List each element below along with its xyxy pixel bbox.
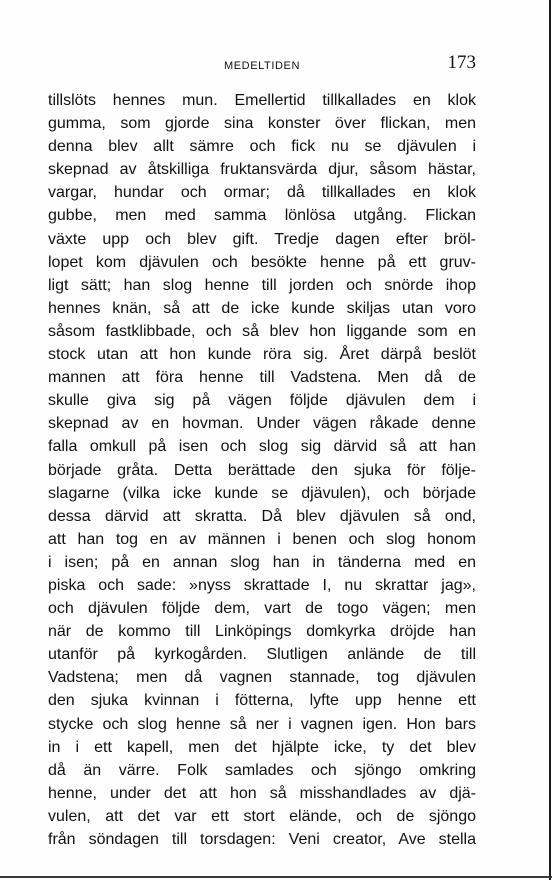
page-number: 173 — [447, 52, 476, 73]
text-line: lopet kom djävulen och besökte henne på ett gruv- — [48, 253, 476, 271]
body-text — [48, 89, 476, 851]
text-line: växte upp och blev gift. Tredje dagen efter bröl- — [48, 230, 476, 248]
page-header — [48, 52, 476, 76]
text-line: när de kommo till Linköpings domkyrka dröjde han — [48, 623, 476, 641]
text-line: falla omkull på isen och slog sig därvid så att han — [48, 438, 476, 456]
text-line: stycke och slog henne så ner i vagnen igen. Hon bars — [48, 715, 476, 733]
text-line: från söndagen till torsdagen: Veni creator, Ave stella — [48, 831, 476, 848]
text-line: utanför på kyrkogården. Slutligen anlände de till — [48, 646, 476, 664]
text-line: dessa därvid att skratta. Då blev djävulen så ond, — [48, 507, 476, 525]
text-line: att han tog en av männen i benen och slog honom — [48, 530, 476, 548]
text-line: i isen; på en annan slog han in tänderna med en — [48, 553, 476, 571]
text-line: Vadstena; men då vagnen stannade, tog djävulen — [48, 669, 476, 687]
text-line: gumma, som gjorde sina konster över flickan, men — [48, 115, 476, 133]
running-head: MEDELTIDEN — [223, 60, 301, 72]
text-line: den sjuka kvinnan i fötterna, lyfte upp henne ett — [48, 692, 476, 710]
text-line: slagarne (vilka icke kunde se djävulen), och började — [48, 484, 476, 502]
page-edge-bottom — [0, 876, 552, 878]
text-line: hennes knän, så att de icke kunde skiljas utan voro — [48, 299, 476, 317]
text-line: då än värre. Folk samlades och sjöngo omkring — [48, 761, 476, 779]
text-line: in i ett kapell, men det hjälpte icke, ty det blev — [48, 738, 476, 756]
text-line: började gråta. Detta berättade den sjuka för följe- — [48, 461, 476, 479]
text-line: såsom fastklibbade, och så blev hon liggande som en — [48, 322, 476, 340]
text-line: skepnad av en hovman. Under vägen råkade denne — [48, 415, 476, 433]
text-line: mannen att föra henne till Vadstena. Men då de — [48, 369, 476, 387]
text-line: henne, under det att hon så misshandlades av djä- — [48, 784, 476, 802]
text-line: skulle giva sig på vägen följde djävulen dem i — [48, 392, 476, 410]
text-line: tillslöts hennes mun. Emellertid tillkallades en klok — [48, 92, 476, 109]
text-line: vargar, hundar och ormar; då tillkallades en klok — [48, 184, 476, 202]
text-line: skepnad av åtskilliga fruktansvärda djur, såsom hästar, — [48, 161, 476, 179]
text-line: stock utan att hon kunde röra sig. Året därpå beslöt — [48, 346, 476, 364]
page-edge-right — [549, 0, 551, 880]
text-line: ligt sätt; han slog henne till jorden och snörde ihop — [48, 276, 476, 294]
text-line: gubbe, men med samma lönlösa utgång. Flickan — [48, 207, 476, 225]
text-line: denna blev allt sämre och fick nu se djävulen i — [48, 138, 476, 156]
text-line: och djävulen följde dem, vart de togo vägen; men — [48, 600, 476, 618]
text-line: piska och sade: »nyss skrattade I, nu skrattar jag», — [48, 576, 476, 594]
text-line: vulen, att det var ett stort elände, och de sjöngo — [48, 807, 476, 825]
